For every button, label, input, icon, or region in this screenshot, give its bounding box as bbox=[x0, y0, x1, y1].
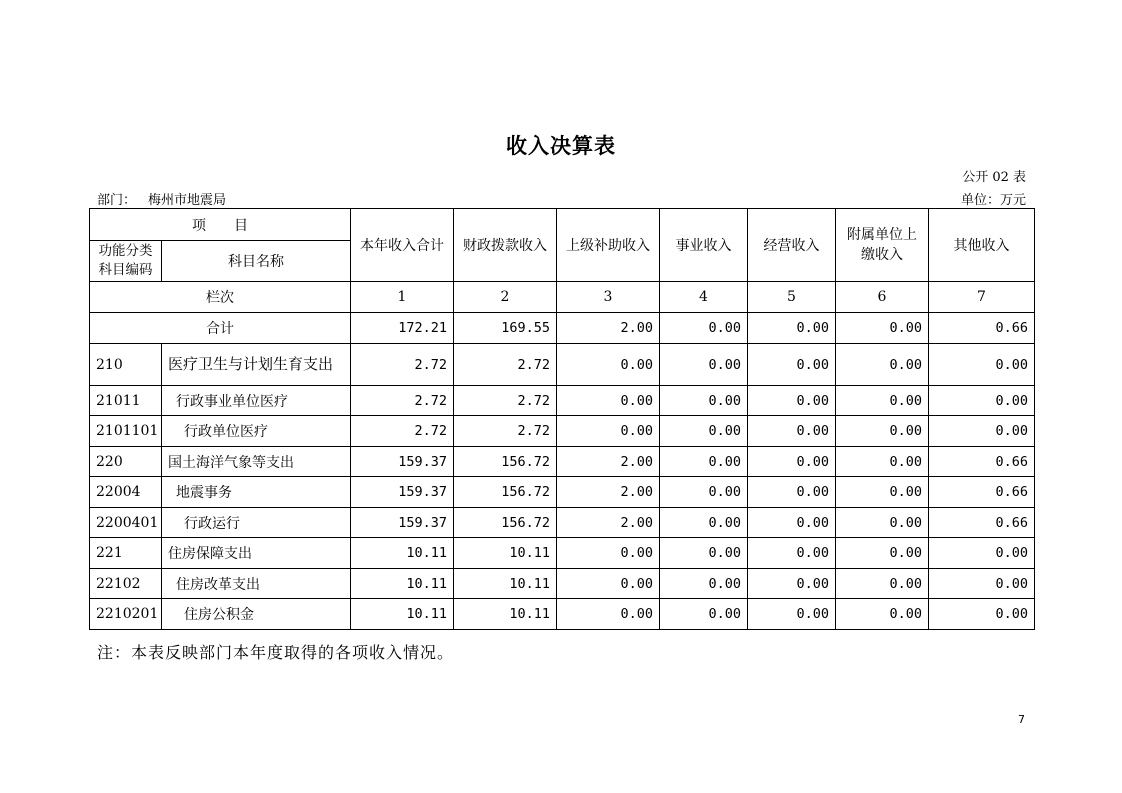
row-code: 2200401 bbox=[90, 508, 162, 538]
row-value: 0.00 bbox=[836, 599, 929, 630]
row-value: 2.00 bbox=[557, 477, 660, 508]
row-value: 0.00 bbox=[748, 538, 836, 569]
row-value: 156.72 bbox=[454, 477, 557, 508]
column-number: 4 bbox=[660, 282, 748, 313]
row-value: 0.00 bbox=[836, 447, 929, 477]
total-value: 0.00 bbox=[836, 313, 929, 344]
row-value: 0.00 bbox=[660, 569, 748, 599]
row-value: 0.00 bbox=[836, 416, 929, 447]
row-value: 0.00 bbox=[748, 447, 836, 477]
table-row bbox=[90, 447, 1035, 477]
table-row bbox=[90, 416, 1035, 447]
row-value: 0.66 bbox=[929, 477, 1035, 508]
row-name: 国土海洋气象等支出 bbox=[162, 447, 351, 477]
column-number-row bbox=[90, 282, 1035, 313]
row-value: 10.11 bbox=[351, 599, 454, 630]
row-value: 0.00 bbox=[929, 569, 1035, 599]
row-value: 0.00 bbox=[836, 538, 929, 569]
row-value: 0.66 bbox=[929, 508, 1035, 538]
unit-label: 单位：万元 bbox=[960, 193, 1026, 208]
column-number: 5 bbox=[748, 282, 836, 313]
table-row bbox=[90, 538, 1035, 569]
row-name: 行政运行 bbox=[162, 508, 351, 538]
row-code: 220 bbox=[90, 447, 162, 477]
col-header-2: 财政拨款收入 bbox=[454, 209, 557, 282]
column-number: 3 bbox=[557, 282, 660, 313]
row-code: 2210201 bbox=[90, 599, 162, 630]
row-value: 0.00 bbox=[660, 344, 748, 386]
col-header-3: 上级补助收入 bbox=[557, 209, 660, 282]
func-code-header: 功能分类 科目编码 bbox=[90, 241, 162, 282]
row-value: 2.00 bbox=[557, 508, 660, 538]
row-value: 0.00 bbox=[748, 386, 836, 416]
table-row bbox=[90, 599, 1035, 630]
row-value: 10.11 bbox=[351, 569, 454, 599]
row-name: 住房保障支出 bbox=[162, 538, 351, 569]
row-name: 地震事务 bbox=[162, 477, 351, 508]
col-header-4: 事业收入 bbox=[660, 209, 748, 282]
col-header-1: 本年收入合计 bbox=[351, 209, 454, 282]
row-value: 0.00 bbox=[660, 508, 748, 538]
table-row bbox=[90, 569, 1035, 599]
row-name: 行政事业单位医疗 bbox=[162, 386, 351, 416]
row-value: 159.37 bbox=[351, 508, 454, 538]
row-value: 156.72 bbox=[454, 447, 557, 477]
row-value: 0.00 bbox=[929, 538, 1035, 569]
row-value: 0.00 bbox=[660, 447, 748, 477]
row-value: 0.00 bbox=[929, 344, 1035, 386]
row-value: 0.00 bbox=[557, 599, 660, 630]
row-value: 2.00 bbox=[557, 447, 660, 477]
row-name: 行政单位医疗 bbox=[162, 416, 351, 447]
row-value: 10.11 bbox=[454, 538, 557, 569]
row-code: 210 bbox=[90, 344, 162, 386]
row-code: 21011 bbox=[90, 386, 162, 416]
row-value: 0.00 bbox=[748, 569, 836, 599]
row-value: 0.00 bbox=[929, 416, 1035, 447]
row-value: 0.00 bbox=[836, 508, 929, 538]
total-value: 0.00 bbox=[660, 313, 748, 344]
row-value: 0.00 bbox=[836, 386, 929, 416]
total-value: 169.55 bbox=[454, 313, 557, 344]
total-value: 0.00 bbox=[748, 313, 836, 344]
page-number: 7 bbox=[1018, 713, 1025, 726]
row-value: 159.37 bbox=[351, 477, 454, 508]
row-value: 0.66 bbox=[929, 447, 1035, 477]
row-value: 0.00 bbox=[660, 386, 748, 416]
total-value: 0.66 bbox=[929, 313, 1035, 344]
row-code: 221 bbox=[90, 538, 162, 569]
row-value: 0.00 bbox=[660, 416, 748, 447]
row-name: 住房改革支出 bbox=[162, 569, 351, 599]
row-value: 10.11 bbox=[454, 599, 557, 630]
row-value: 2.72 bbox=[454, 416, 557, 447]
row-value: 0.00 bbox=[660, 538, 748, 569]
row-value: 2.72 bbox=[351, 416, 454, 447]
row-value: 0.00 bbox=[557, 386, 660, 416]
subject-name-header: 科目名称 bbox=[162, 241, 351, 282]
header-row-1 bbox=[90, 209, 1035, 241]
row-value: 0.00 bbox=[660, 477, 748, 508]
column-number: 6 bbox=[836, 282, 929, 313]
row-value: 0.00 bbox=[748, 599, 836, 630]
row-value: 0.00 bbox=[836, 569, 929, 599]
department-line bbox=[97, 189, 226, 208]
row-code: 22004 bbox=[90, 477, 162, 508]
row-value: 2.72 bbox=[351, 386, 454, 416]
row-value: 2.72 bbox=[351, 344, 454, 386]
total-row bbox=[90, 313, 1035, 344]
table-row bbox=[90, 344, 1035, 386]
row-name: 医疗卫生与计划生育支出 bbox=[162, 344, 351, 386]
row-value: 10.11 bbox=[351, 538, 454, 569]
row-value: 0.00 bbox=[557, 569, 660, 599]
row-value: 0.00 bbox=[557, 538, 660, 569]
row-value: 0.00 bbox=[836, 477, 929, 508]
total-value: 2.00 bbox=[557, 313, 660, 344]
row-value: 0.00 bbox=[748, 508, 836, 538]
column-number: 7 bbox=[929, 282, 1035, 313]
row-value: 0.00 bbox=[748, 477, 836, 508]
table-row bbox=[90, 477, 1035, 508]
table-row bbox=[90, 508, 1035, 538]
row-value: 0.00 bbox=[929, 386, 1035, 416]
income-table bbox=[89, 208, 1035, 630]
row-value: 0.00 bbox=[557, 416, 660, 447]
row-value: 0.00 bbox=[748, 416, 836, 447]
row-value: 0.00 bbox=[929, 599, 1035, 630]
page-title: 收入决算表 bbox=[506, 133, 616, 158]
column-number: 2 bbox=[454, 282, 557, 313]
total-label: 合计 bbox=[90, 313, 351, 344]
row-value: 10.11 bbox=[454, 569, 557, 599]
row-value: 2.72 bbox=[454, 344, 557, 386]
row-code: 2101101 bbox=[90, 416, 162, 447]
table-note: 注：本表反映部门本年度取得的各项收入情况。 bbox=[97, 643, 455, 662]
col-header-7: 其他收入 bbox=[929, 209, 1035, 282]
row-name: 住房公积金 bbox=[162, 599, 351, 630]
department-label: 部门： bbox=[97, 193, 137, 208]
table-row bbox=[90, 386, 1035, 416]
row-value: 2.72 bbox=[454, 386, 557, 416]
row-value: 0.00 bbox=[836, 344, 929, 386]
row-value: 0.00 bbox=[748, 344, 836, 386]
row-value: 156.72 bbox=[454, 508, 557, 538]
column-number: 1 bbox=[351, 282, 454, 313]
row-code: 22102 bbox=[90, 569, 162, 599]
col-header-6: 附属单位上 缴收入 bbox=[836, 209, 929, 282]
row-value: 0.00 bbox=[557, 344, 660, 386]
item-header: 项 目 bbox=[90, 209, 351, 241]
form-code: 公开 02 表 bbox=[962, 170, 1026, 185]
col-header-5: 经营收入 bbox=[748, 209, 836, 282]
row-value: 159.37 bbox=[351, 447, 454, 477]
column-number-label: 栏次 bbox=[90, 282, 351, 313]
department-name: 梅州市地震局 bbox=[148, 193, 227, 208]
row-value: 0.00 bbox=[660, 599, 748, 630]
total-value: 172.21 bbox=[351, 313, 454, 344]
